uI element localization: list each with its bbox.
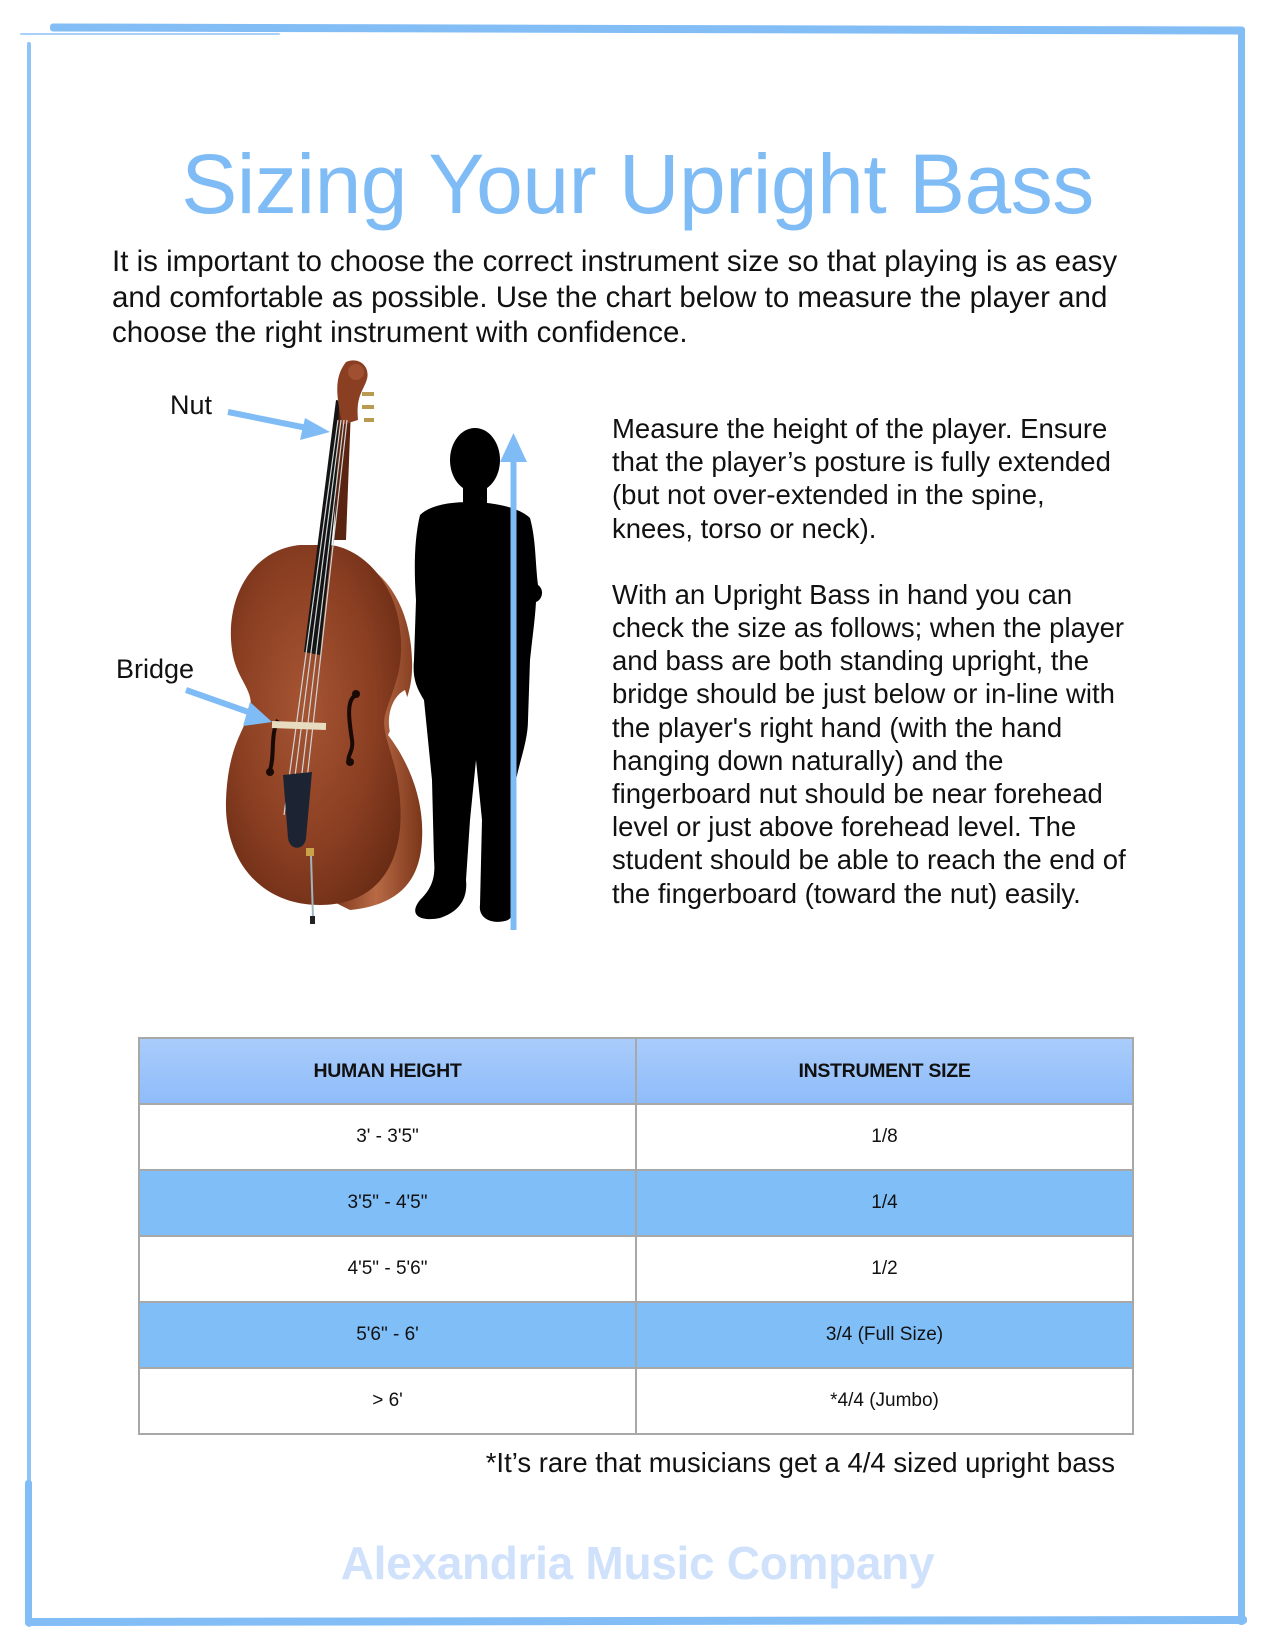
cell-height: 3'5" - 4'5" [139, 1170, 636, 1236]
cell-size: 1/8 [636, 1104, 1133, 1170]
page-frame-bottom [25, 1616, 1247, 1626]
instructions-paragraph-2: With an Upright Bass in hand you can check the size as follows; when the player and bass are both standing upright, the bridge should be just below or in-line with the player's right hand (with the hand hanging down naturally) and the fingerboard nut should be near forehead level or just above forehead level. The student should be able to reach the end of the fingerboard (toward the nut) easily. [612, 578, 1126, 909]
header-instrument-size: INSTRUMENT SIZE [636, 1038, 1133, 1104]
page-title: Sizing Your Upright Bass [181, 137, 1094, 232]
header-human-height: HUMAN HEIGHT [139, 1038, 636, 1104]
table-row [139, 1236, 1133, 1302]
cell-height: 3' - 3'5" [139, 1104, 636, 1170]
jumbo-footnote: *It’s rare that musicians get a 4/4 sized upright bass [485, 1447, 1115, 1478]
cell-height: > 6' [139, 1368, 636, 1434]
cell-size: 3/4 (Full Size) [636, 1302, 1133, 1368]
cell-size: *4/4 (Jumbo) [636, 1368, 1133, 1434]
cell-height: 4'5" - 5'6" [139, 1236, 636, 1302]
company-brand: Alexandria Music Company [340, 1537, 935, 1589]
intro-paragraph: It is important to choose the correct instrument size so that playing is as easy and comfortable as possible. Use the chart below to measure the player and choose the right instrument with confidence. [112, 245, 1118, 349]
upright-bass-image [226, 360, 422, 924]
nut-pointer-arrow-icon [228, 412, 330, 440]
size-chart-table [138, 1037, 1134, 1435]
instructions-paragraph-1: Measure the height of the player. Ensure that the player’s posture is fully extended (but not over-extended in the spine, knees, torso or neck). [612, 413, 1111, 544]
table-row [139, 1368, 1133, 1434]
table-row [139, 1104, 1133, 1170]
cell-size: 1/4 [636, 1170, 1133, 1236]
table-row [139, 1302, 1133, 1368]
page-frame-right [1238, 27, 1245, 1625]
cell-height: 5'6" - 6' [139, 1302, 636, 1368]
player-silhouette [414, 428, 542, 922]
nut-label: Nut [170, 390, 213, 420]
bridge-label: Bridge [116, 654, 195, 684]
table-header-row [139, 1038, 1133, 1104]
cell-size: 1/2 [636, 1236, 1133, 1302]
table-row [139, 1170, 1133, 1236]
measurement-instructions [612, 412, 1132, 910]
sizing-illustration [0, 0, 600, 1000]
